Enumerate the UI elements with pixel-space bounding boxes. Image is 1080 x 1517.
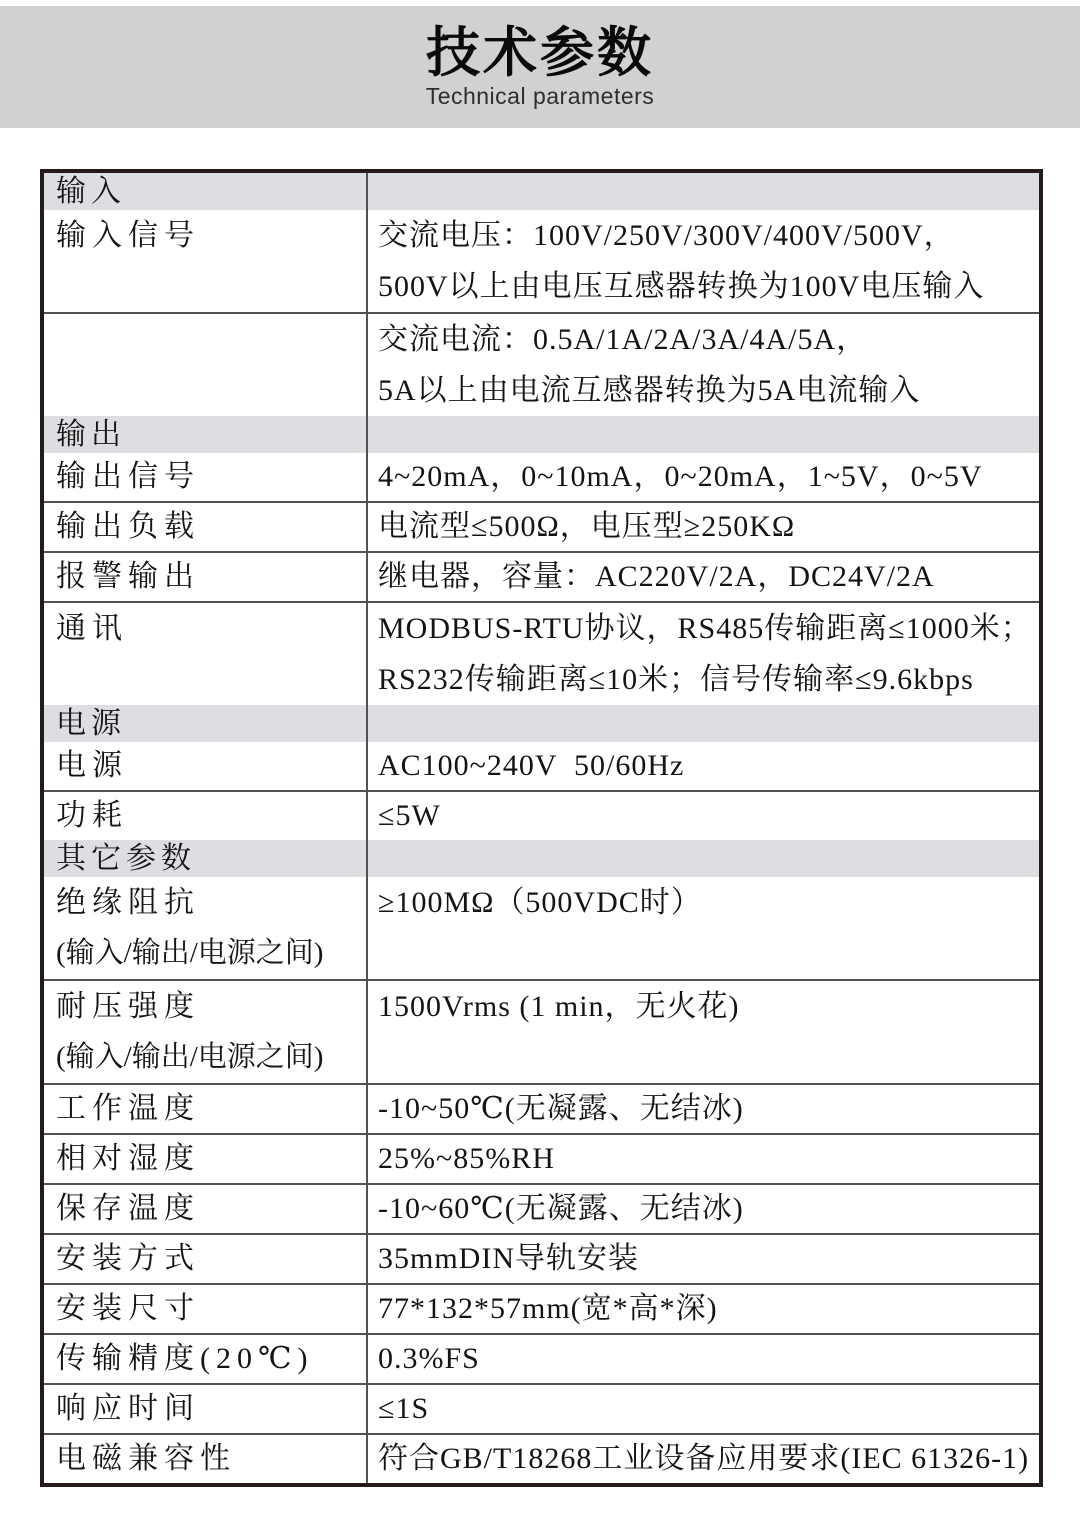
param-name: 工作温度 [56, 1092, 200, 1125]
param-name-cell [44, 553, 368, 601]
param-value-cell [368, 705, 1039, 742]
param-name: 安装方式 [56, 1242, 200, 1275]
section-title-cell [44, 416, 368, 453]
param-value: 电流型≤500Ω，电压型≥250KΩ [378, 510, 796, 543]
param-name: 通讯 [56, 612, 128, 645]
param-value-cell [368, 1285, 1039, 1333]
param-value: 25%~85%RH [378, 1142, 555, 1175]
section-title-cell [44, 840, 368, 877]
param-value-cell [368, 314, 1039, 416]
page-subtitle: Technical parameters [425, 82, 655, 109]
param-name-cell [44, 453, 368, 501]
param-name-cell [44, 1435, 368, 1483]
param-value: 继电器，容量：AC220V/2A，DC24V/2A [378, 560, 935, 593]
section-title: 输入 [56, 175, 126, 208]
param-value: -10~50℃(无凝露、无结冰) [378, 1092, 744, 1125]
param-name-cell [44, 314, 368, 416]
param-name-cell [44, 1185, 368, 1233]
param-value: 4~20mA，0~10mA，0~20mA，1~5V，0~5V [378, 460, 983, 493]
param-value: 35mmDIN导轨安装 [378, 1242, 639, 1275]
param-name-cell [44, 742, 368, 790]
param-value: ≤1S [378, 1392, 430, 1425]
section-header-row [44, 416, 1039, 453]
param-name: 输出信号 [56, 460, 200, 493]
param-value: 交流电流：0.5A/1A/2A/3A/4A/5A， [378, 323, 868, 356]
param-name-cell [44, 1085, 368, 1133]
param-value-cell [368, 1135, 1039, 1183]
param-value-cell [368, 1335, 1039, 1383]
param-value-cell [368, 840, 1039, 877]
table-row [44, 312, 1039, 416]
table-row [44, 1283, 1039, 1333]
param-name-cell [44, 981, 368, 1083]
table-row [44, 551, 1039, 601]
spec-table [40, 169, 1043, 1487]
param-name: 报警输出 [56, 560, 200, 593]
page-title: 技术参数 [426, 23, 654, 83]
section-header-row [44, 173, 1039, 210]
param-name-cell [44, 1385, 368, 1433]
table-row [44, 790, 1039, 840]
table-row [44, 1383, 1039, 1433]
param-name: 传输精度(20℃) [56, 1342, 314, 1375]
param-name: 电磁兼容性 [56, 1442, 236, 1475]
table-row [44, 1183, 1039, 1233]
section-title-cell [44, 705, 368, 742]
param-value: 77*132*57mm(宽*高*深) [378, 1292, 718, 1325]
table-row [44, 601, 1039, 705]
table-row [44, 453, 1039, 501]
param-value: 5A以上由电流互感器转换为5A电流输入 [378, 374, 921, 407]
header-banner [0, 6, 1080, 128]
param-name-cell [44, 877, 368, 979]
param-name: 输出负载 [56, 510, 200, 543]
section-header-row [44, 705, 1039, 742]
param-value: 500V以上由电压互感器转换为100V电压输入 [378, 270, 985, 303]
param-name: 功耗 [56, 799, 128, 832]
param-name-cell [44, 1235, 368, 1283]
table-row [44, 979, 1039, 1083]
table-row [44, 210, 1039, 312]
param-value-cell [368, 503, 1039, 551]
param-value-cell [368, 173, 1039, 210]
table-row [44, 1133, 1039, 1183]
param-value: ≥100MΩ（500VDC时） [378, 886, 702, 919]
param-name-cell [44, 792, 368, 840]
param-value-cell [368, 1435, 1039, 1483]
param-value: AC100~240V 50/60Hz [378, 749, 685, 782]
param-value: 交流电压：100V/250V/300V/400V/500V， [378, 219, 955, 252]
param-value: 0.3%FS [378, 1342, 480, 1375]
param-value-cell [368, 742, 1039, 790]
param-name: 输入信号 [56, 219, 200, 252]
param-name-cell [44, 603, 368, 705]
param-name: 绝缘阻抗 [56, 886, 200, 919]
param-value: 1500Vrms (1 min，无火花) [378, 990, 740, 1023]
param-value-cell [368, 877, 1039, 979]
param-value-cell [368, 603, 1039, 705]
param-value-cell [368, 1085, 1039, 1133]
param-value: 符合GB/T18268工业设备应用要求(IEC 61326-1) [378, 1442, 1030, 1475]
param-value: RS232传输距离≤10米；信号传输率≤9.6kbps [378, 663, 974, 696]
param-name-cell [44, 503, 368, 551]
section-header-row [44, 840, 1039, 877]
param-value-cell [368, 553, 1039, 601]
param-name: 相对湿度 [56, 1142, 200, 1175]
section-title: 电源 [56, 707, 126, 740]
param-value-cell [368, 453, 1039, 501]
param-name: 保存温度 [56, 1192, 200, 1225]
param-name-cell [44, 1135, 368, 1183]
table-row [44, 1233, 1039, 1283]
table-row [44, 742, 1039, 790]
param-name-cell [44, 1285, 368, 1333]
param-name: (输入/输出/电源之间) [56, 937, 324, 969]
param-value: ≤5W [378, 799, 441, 832]
param-name: 电源 [56, 749, 128, 782]
param-name: (输入/输出/电源之间) [56, 1041, 324, 1073]
section-title-cell [44, 173, 368, 210]
table-row [44, 1083, 1039, 1133]
param-name-cell [44, 1335, 368, 1383]
table-row [44, 1433, 1039, 1483]
param-name: 响应时间 [56, 1392, 200, 1425]
param-name: 安装尺寸 [56, 1292, 200, 1325]
param-value-cell [368, 416, 1039, 453]
param-value: -10~60℃(无凝露、无结冰) [378, 1192, 744, 1225]
manual-page [0, 6, 1080, 1487]
section-title: 输出 [56, 418, 126, 451]
param-value-cell [368, 1235, 1039, 1283]
param-value-cell [368, 210, 1039, 312]
param-name-cell [44, 210, 368, 312]
table-row [44, 1333, 1039, 1383]
section-title: 其它参数 [56, 842, 196, 875]
param-value-cell [368, 981, 1039, 1083]
param-value-cell [368, 1185, 1039, 1233]
param-value-cell [368, 792, 1039, 840]
table-row [44, 877, 1039, 979]
table-row [44, 501, 1039, 551]
param-value-cell [368, 1385, 1039, 1433]
param-name: 耐压强度 [56, 990, 200, 1023]
param-value: MODBUS-RTU协议，RS485传输距离≤1000米； [378, 612, 1032, 645]
